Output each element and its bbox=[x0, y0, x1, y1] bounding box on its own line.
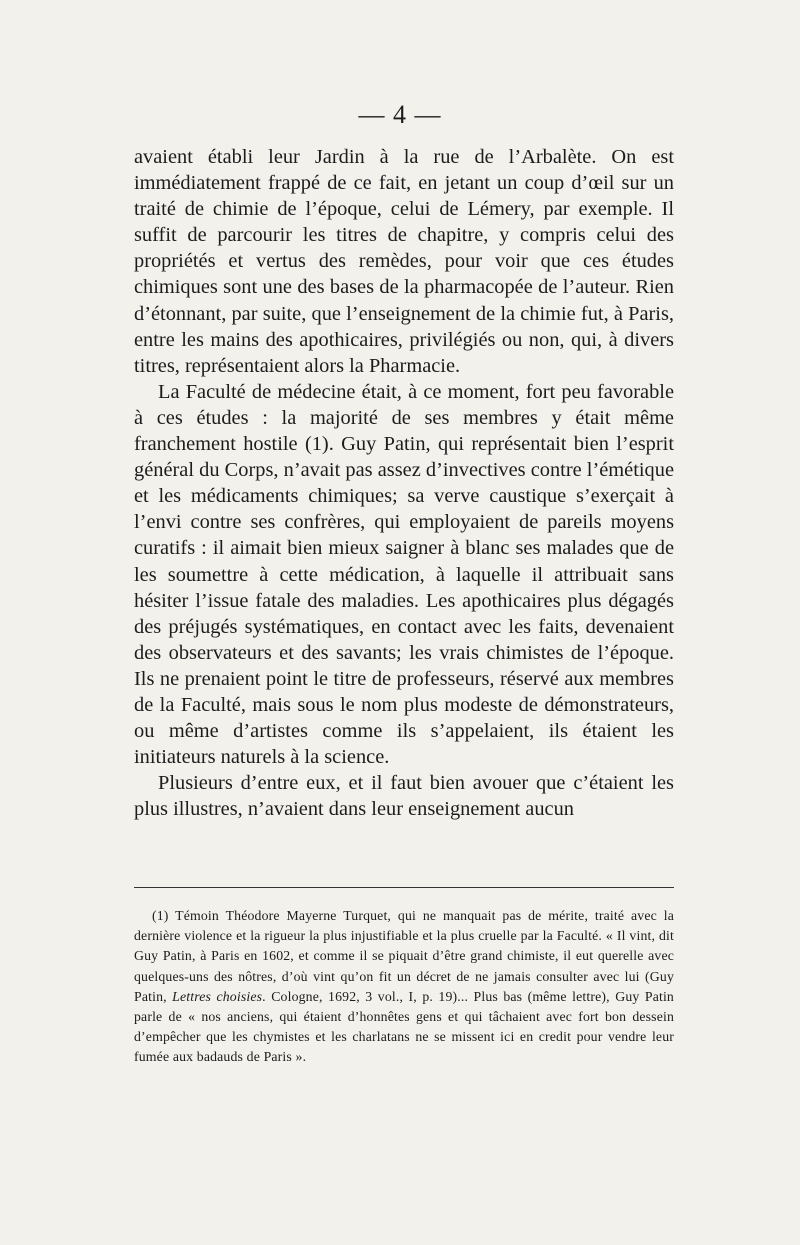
paragraph-1: avaient établi leur Jardin à la rue de l’Arbalète. On est immédiatement frappé de ce fait, en jetant un coup d’œil sur un traité de chimie de l’époque, celui de Lémery, par exemple. Il suffit de parcourir les titres de chapitre, y compris celui des propriétés et vertus des remèdes, pour voir que ces études chimiques sont une des bases de la pharmacopée de l’auteur. Rien d’étonnant, par suite, que l’enseignement de la chimie fut, à Paris, entre les mains des apothicaires, privilégiés ou non, qui, à divers titres, représentaient alors la Pharmacie. bbox=[134, 146, 674, 377]
footnote-text-part2: . Cologne, 1692, 3 vol., I, p. 19)... Plus bas (même lettre), Guy Patin parle de « nos anciens, qui étaient d’honnêtes gens et qui tâchaient avec fort bon dessein d’empêcher que les chymistes et les charlatans ne se missent ici en credit pour vendre leur fumée aux badauds de Paris ». bbox=[134, 988, 674, 1065]
footnote bbox=[134, 906, 674, 1068]
footnote-book-title: Lettres choisies bbox=[172, 988, 263, 1004]
page-number: — 4 — bbox=[358, 100, 442, 129]
footnote-separator bbox=[134, 887, 674, 888]
footnote-text bbox=[134, 906, 674, 1068]
footnote-text-part1: (1) Témoin Théodore Mayerne Turquet, qui ne manquait pas de mérite, traité avec la dernière violence et la rigueur la plus injustifiable et la plus cruelle par la Faculté. « Il vint, dit Guy Patin, à Paris en 1602, et comme il se piquait d’être grand chimiste, il eut querelle avec quelques-uns des nôtres, d’où vint qu’on fit un décret de ne jamais consulter avec lui (Guy Patin, bbox=[134, 908, 674, 1004]
paragraph-2: La Faculté de médecine était, à ce moment, fort peu favorable à ces études : la majorité de ses membres y était même franchement hostile (1). Guy Patin, qui représentait bien l’esprit général du Corps, n’avait pas assez d’invectives contre l’émétique et les médicaments chimiques; sa verve caustique s’exerçait à l’envi contre ses confrères, qui employaient de pareils moyens curatifs : il aimait bien mieux saigner à blanc ses malades que de les soumettre à cette médication, à laquelle il attribuait sans hésiter l’issue fatale des maladies. Les apothicaires plus dégagés des préjugés systématiques, en contact avec les faits, devenaient des observateurs et des savants; les vrais chimistes de l’époque. Ils ne prenaient point le titre de professeurs, réservé aux membres de la Faculté, mais sous le nom plus modeste de démonstrateurs, ou même d’artistes comme ils s’appelaient, ils étaient les initiateurs naturels à la science. bbox=[134, 380, 674, 769]
paragraph-3: Plusieurs d’entre eux, et il faut bien avouer que c’étaient les plus illustres, n’avaient dans leur enseignement aucun bbox=[134, 772, 674, 821]
main-text bbox=[134, 144, 674, 822]
